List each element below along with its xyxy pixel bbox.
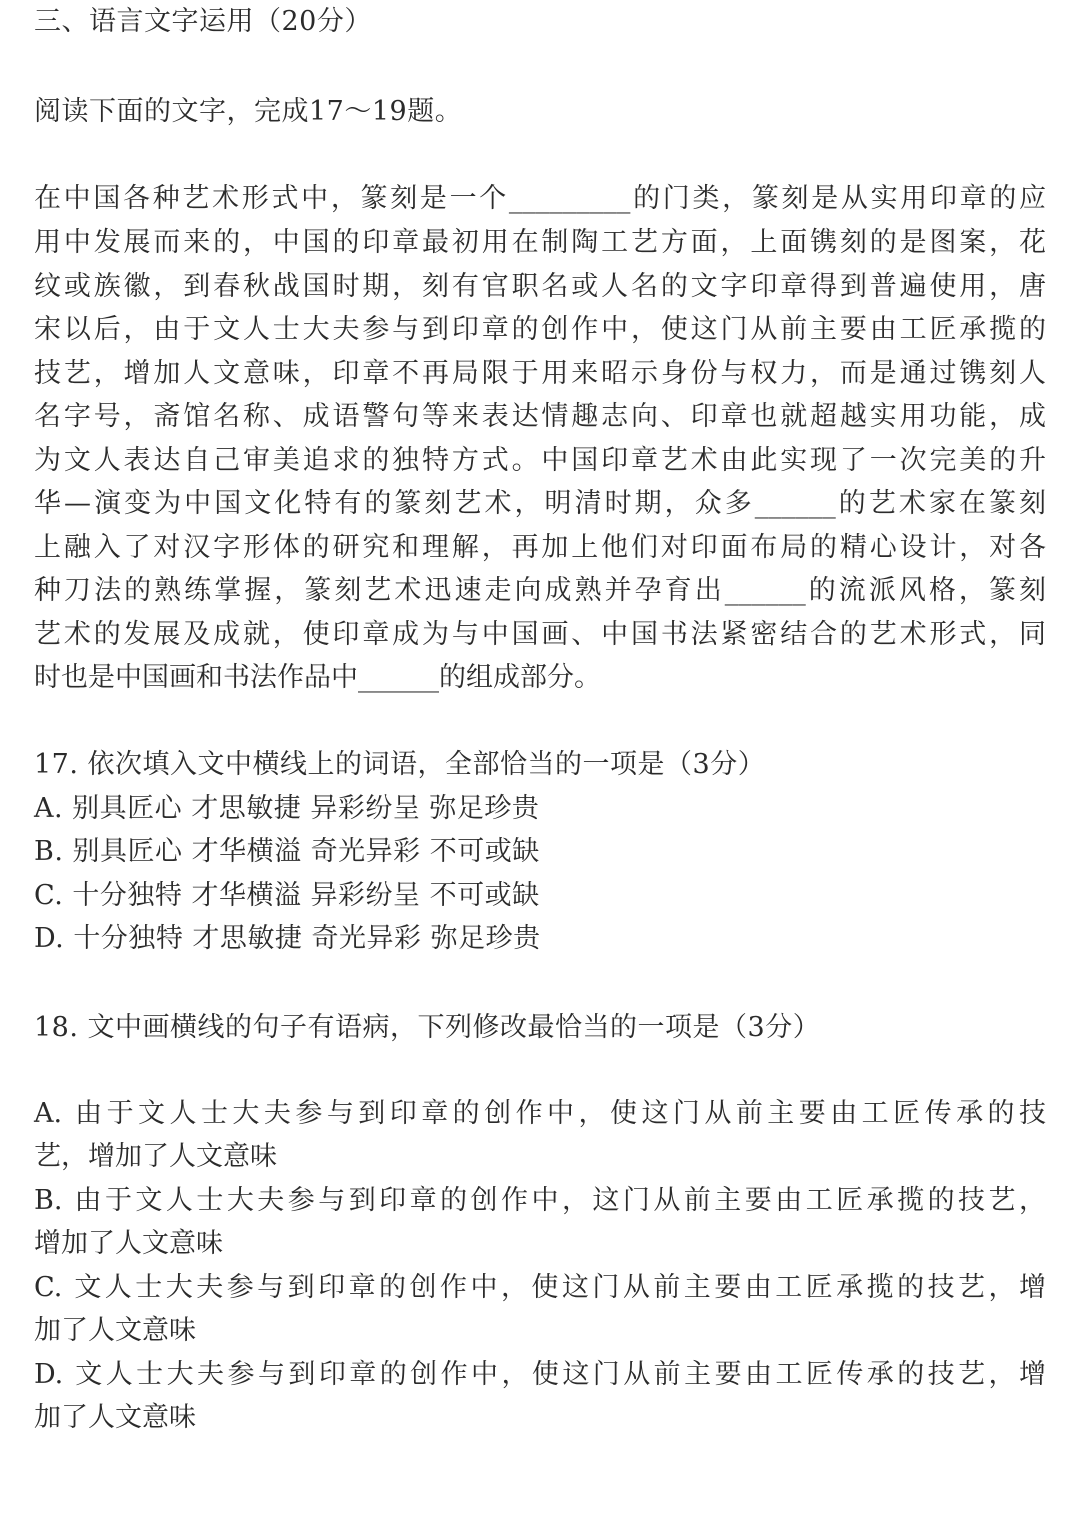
- option-line: 艺，增加了人文意味: [34, 1141, 277, 1172]
- passage-line: 艺术的发展及成就，使印章成为与中国画、中国书法紧密结合的艺术形式，同: [34, 619, 1046, 650]
- passage-line: 技艺，增加人文意味，印章不再局限于用来昭示身份与权力，而是通过镌刻人: [34, 358, 1046, 389]
- passage-line: 种刀法的熟练掌握，篆刻艺术迅速走向成熟并孕育出______的流派风格，篆刻: [34, 575, 1046, 606]
- option-c: C. 十分独特 才华横溢 异彩纷呈 不可或缺: [34, 880, 540, 911]
- passage-line: 宋以后，由于文人士大夫参与到印章的创作中，使这门从前主要由工匠承揽的: [34, 314, 1046, 345]
- passage-line: 纹或族徽，到春秋战国时期，刻有官职名或人名的文字印章得到普遍使用，唐: [34, 271, 1046, 302]
- passage-line: 用中发展而来的，中国的印章最初用在制陶工艺方面，上面镌刻的是图案，花: [34, 227, 1046, 258]
- option-d: D. 十分独特 才思敏捷 奇光异彩 弥足珍贵: [34, 923, 541, 954]
- section-title: 三、语言文字运用（20分）: [34, 6, 372, 37]
- passage-line: 时也是中国画和书法作品中______的组成部分。: [34, 662, 601, 693]
- option-line: B. 由于文人士大夫参与到印章的创作中，这门从前主要由工匠承揽的技艺，: [34, 1185, 1046, 1216]
- option-a: A. 别具匠心 才思敏捷 异彩纷呈 弥足珍贵: [34, 793, 540, 824]
- question-stem: 18. 文中画横线的句子有语病，下列修改最恰当的一项是（3分）: [34, 1012, 821, 1043]
- passage-line: 名字号，斋馆名称、成语警句等来表达情趣志向、印章也就超越实用功能，成: [34, 401, 1046, 432]
- passage-line: 华—演变为中国文化特有的篆刻艺术，明清时期，众多______的艺术家在篆刻: [34, 488, 1046, 519]
- option-line: C. 文人士大夫参与到印章的创作中，使这门从前主要由工匠承揽的技艺，增: [34, 1272, 1046, 1303]
- option-line: D. 文人士大夫参与到印章的创作中，使这门从前主要由工匠传承的技艺，增: [34, 1359, 1046, 1390]
- option-line: A. 由于文人士大夫参与到印章的创作中，使这门从前主要由工匠传承的技: [34, 1098, 1046, 1129]
- option-line: 加了人文意味: [34, 1315, 196, 1346]
- passage-line: 为文人表达自己审美追求的独特方式。中国印章艺术由此实现了一次完美的升: [34, 445, 1046, 476]
- passage-line: 上融入了对汉字形体的研究和理解，再加上他们对印面布局的精心设计，对各: [34, 532, 1046, 563]
- option-b: B. 别具匠心 才华横溢 奇光异彩 不可或缺: [34, 836, 540, 867]
- question-stem: 17. 依次填入文中横线上的词语，全部恰当的一项是（3分）: [34, 749, 766, 780]
- option-line: 加了人文意味: [34, 1402, 196, 1433]
- passage-line: 在中国各种艺术形式中，篆刻是一个_________的门类，篆刻是从实用印章的应: [34, 183, 1046, 214]
- option-line: 增加了人文意味: [34, 1228, 223, 1259]
- instruction-text: 阅读下面的文字，完成17～19题。: [34, 96, 463, 127]
